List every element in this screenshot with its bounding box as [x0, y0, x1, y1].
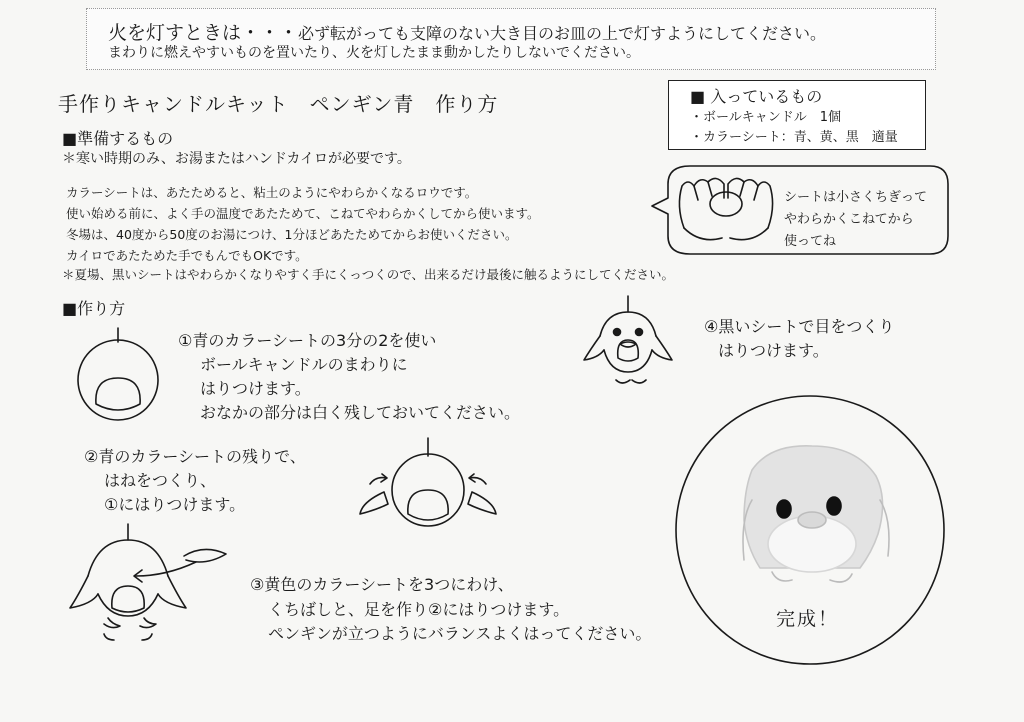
tip-text-line: やわらかくこねてから: [784, 212, 914, 227]
preparation-line: カイロであたためた手でもんでもOKです。: [66, 248, 308, 263]
preparation-line: 冬場は、40度から50度のお湯につけ、1分ほどあたためてからお使いください。: [66, 227, 518, 242]
step1-text: おなかの部分は白く残しておいてください。: [200, 403, 521, 422]
warning-rest: 必ず転がっても支障のない大き目のお皿の上で灯すようにしてください。: [298, 24, 827, 43]
step1-ball-drawing: [78, 328, 158, 420]
step4-text: ④黒いシートで目をつくり: [704, 317, 895, 336]
hands-icon: [679, 178, 772, 239]
preparation-heading: ■準備するもの: [62, 129, 174, 148]
contents-item: ・カラーシート：青、黄、黒 適量: [690, 130, 898, 145]
step4-text: はりつけます。: [718, 341, 829, 360]
step4-penguin-drawing: [584, 296, 672, 383]
preparation-note: ＊寒い時期のみ、お湯またはハンドカイロが必要です。: [62, 151, 411, 167]
tip-text-line: シートは小さくちぎって: [784, 190, 928, 205]
step3-penguin-drawing: [70, 524, 226, 640]
preparation-line: 使い始める前に、よく手の温度であたためて、こねてやわらかくしてから使います。: [66, 206, 540, 221]
step1-text: ①青のカラーシートの3分の2を使い: [178, 331, 437, 350]
complete-label: 完成！: [776, 608, 840, 630]
step2-ball-drawing: [360, 438, 496, 526]
step1-text: はりつけます。: [200, 379, 311, 398]
howto-heading: ■作り方: [62, 299, 126, 318]
tip-text-line: 使ってね: [784, 234, 837, 249]
warning-lead: 火を灯すときは・・・: [108, 22, 299, 44]
step2-text: はねをつくり、: [104, 471, 217, 490]
step1-text: ボールキャンドルのまわりに: [200, 355, 408, 374]
step2-text: ②青のカラーシートの残りで、: [84, 447, 306, 466]
contents-item: ・ボールキャンドル 1個: [690, 110, 842, 125]
preparation-line: ＊夏場、黒いシートはやわらかくなりやすく手にくっつくので、出来るだけ最後に触るようにしてください。: [62, 267, 675, 282]
step3-text: くちばしと、足を作り②にはりつけます。: [268, 600, 570, 619]
warning-line-2: まわりに燃えやすいものを置いたり、火を灯したまま動かしたりしないでください。: [108, 45, 640, 61]
step2-text: ①にはりつけます。: [104, 495, 246, 514]
contents-heading: ■ 入っているもの: [690, 87, 823, 106]
step3-text: ③黄色のカラーシートを3つにわけ、: [250, 575, 514, 594]
document-title: 手作りキャンドルキット ペンギン青 作り方: [58, 92, 499, 116]
step3-text: ペンギンが立つようにバランスよくはってください。: [268, 624, 652, 643]
preparation-line: カラーシートは、あたためると、粘土のようにやわらかくなるロウです。: [66, 185, 478, 200]
